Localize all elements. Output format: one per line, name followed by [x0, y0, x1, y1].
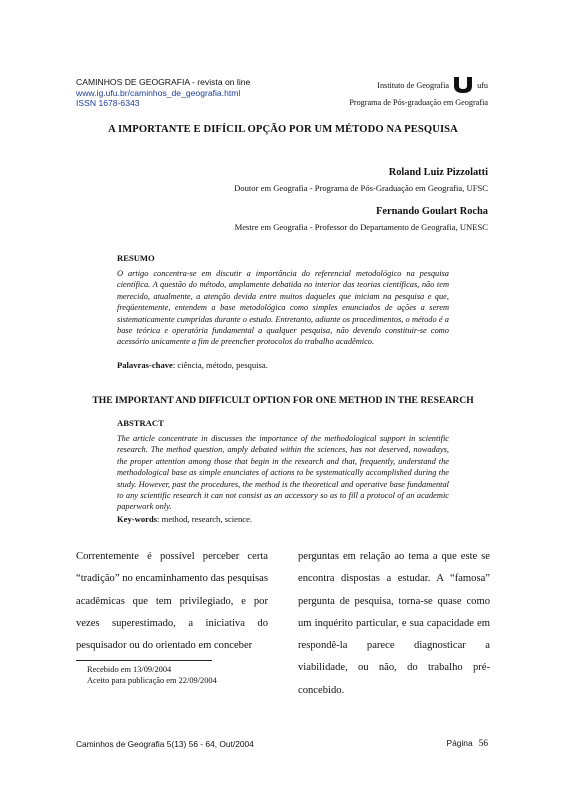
logo-text: ufu: [477, 80, 488, 90]
body-paragraph: Correntemente é possível perceber certa “tradição” no encaminhamento das pesquisas acadêmicas que tem privilegiado, e por vezes superestimado, a iniciativa do pesquisador ou do orientado em conceber: [76, 551, 268, 652]
keywords-label: Key-words: [117, 514, 158, 524]
journal-url-link[interactable]: www.ig.ufu.br/caminhos_de_geografia.html: [76, 87, 241, 98]
abstract-keywords: [117, 514, 252, 524]
received-date: Recebido em 13/09/2004: [87, 665, 172, 674]
resumo-heading: RESUMO: [117, 253, 155, 263]
body-paragraph: perguntas em relação ao tema a que este se encontra dispostas a estudar. A “famosa” pergunta de pesquisa, torna-se quase como um inquérito particular, e sua capacidade em respondê-la parece diagnosticar a viabilidade, ou não, do trabalho pré-concebido.: [298, 551, 490, 696]
program-name: Programa de Pós-graduação em Geografia: [349, 98, 488, 107]
keywords-list: : method, research, science.: [157, 514, 253, 524]
english-title: THE IMPORTANT AND DIFFICULT OPTION FOR ONE METHOD IN THE RESEARCH: [92, 395, 474, 406]
author-affiliation: Doutor em Geografia - Programa de Pós-Graduação em Geografia, UFSC: [234, 183, 488, 193]
ufu-logo-icon: [452, 76, 474, 94]
body-column-right: [298, 546, 490, 702]
body-column-left: [76, 546, 268, 657]
author-name: Fernando Goulart Rocha: [376, 206, 488, 217]
journal-header: [76, 77, 250, 109]
footer-page: [447, 738, 488, 749]
keywords-list: : ciência, método, pesquisa.: [172, 360, 268, 370]
page-label: Página: [446, 738, 473, 748]
keywords-label: Palavras-chave: [117, 360, 173, 370]
accepted-date: Aceito para publicação em 22/09/2004: [87, 676, 217, 686]
institute-name: Instituto de Geografia: [377, 80, 450, 90]
journal-name: CAMINHOS DE GEOGRAFIA - revista on line: [76, 77, 251, 87]
page-number: 56: [478, 739, 488, 749]
author-affiliation: Mestre em Geografia - Professor do Departamento de Geografia, UNESC: [234, 222, 488, 232]
issn: ISSN 1678-6343: [76, 98, 140, 108]
footnote: [87, 664, 217, 686]
footnote-rule: [76, 660, 212, 661]
resumo-text: O artigo concentra-se em discutir a importância do referencial metodológico na pesquisa científica. A questão do método, amplamente debatida no interior das teorias científicas, não tem merecido, atualmente, a atenção devida entre muitos daqueles que iniciam na pesquisa e que, freqüentemente, entendem a base metodológica como simples enunciados de ações a serem sistematicamente cumpridas durante o estudo. Entretanto, adiante os procedimentos, o método é a base teórica e operatória fundamental a qualquer pesquisa, não devendo constituir-se como acessório unicamente a fim de preencher protocolos do trabalho acadêmico.: [117, 269, 449, 347]
resumo-keywords: [117, 360, 268, 370]
abstract-heading: ABSTRACT: [117, 418, 164, 428]
footer-citation: Caminhos de Geografia 5(13) 56 - 64, Out/2004: [76, 739, 254, 749]
abstract-text: The article concentrate in discusses the importance of the methodological support in scientific research. The method question, amply debated within the sciences, has not deserved, nowadays, the proper attention among those that begin in the research and that, frequently, understand the methodological base as simple enunciates of actions to be systematically accomplished during the study. However, past the procedures, the method is the theoretical and operative base fundamental to any scientific research it can not consist as an accessory so as to fill a protocol of an academic paperwork only.: [117, 434, 449, 512]
author-name: Roland Luiz Pizzolatti: [388, 167, 488, 178]
paper-title: A IMPORTANTE E DIFÍCIL OPÇÃO POR UM MÉTODO NA PESQUISA: [108, 124, 458, 135]
institution-header: [349, 76, 488, 108]
